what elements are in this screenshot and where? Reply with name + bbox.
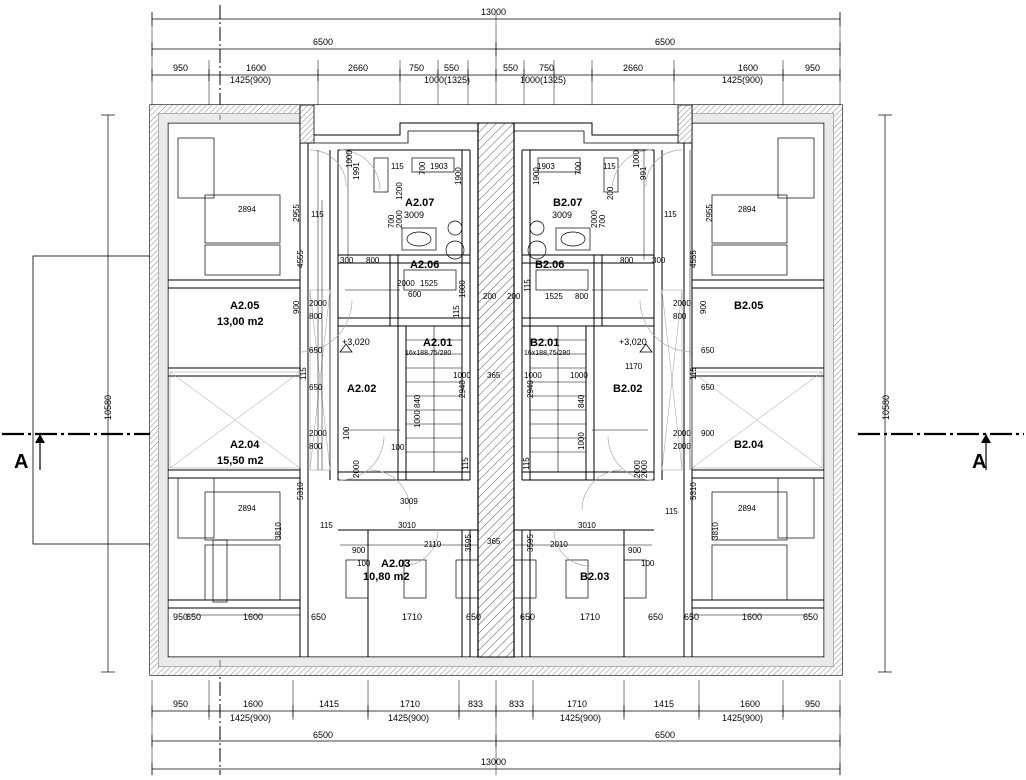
dim-1170-ml: 1170 bbox=[625, 362, 643, 371]
dim-1900-tr: 1900 bbox=[532, 167, 541, 185]
dim-bot-1425-2: 1425(900) bbox=[388, 713, 430, 723]
dim-inner-1600-2: 1600 bbox=[742, 612, 763, 622]
dim-200-tr: 200 bbox=[606, 186, 615, 200]
dim-991-tr: 991 bbox=[639, 166, 648, 180]
room-area-a204: 15,50 m2 bbox=[217, 455, 264, 467]
section-mark-left: A bbox=[14, 451, 29, 473]
dim-2894-tl: 2894 bbox=[238, 205, 256, 214]
dim-top-1000-right: 1000(1325) bbox=[520, 75, 567, 85]
dim-800-br2: 2000 bbox=[633, 460, 642, 478]
dim-bottom-half-right: 6500 bbox=[655, 730, 676, 740]
dim-top-750-right: 750 bbox=[539, 63, 555, 73]
dim-900-br2: 900 bbox=[628, 546, 642, 555]
dim-bot-950-r: 950 bbox=[805, 699, 821, 709]
stair-spec-a201: 16x188,75/280 bbox=[405, 350, 452, 357]
dim-bottom-950-left: 950 bbox=[173, 612, 189, 622]
stair-spec-b201: 16x188,75/280 bbox=[524, 350, 571, 357]
dim-2000-tl: 2000 bbox=[395, 210, 404, 228]
dim-800-tr: 800 bbox=[620, 256, 634, 265]
dim-inner-650-3: 650 bbox=[466, 612, 482, 622]
dim-115-br: 115 bbox=[522, 457, 531, 470]
dim-115-mr2: 115 bbox=[689, 367, 698, 380]
dim-bot-950-l: 950 bbox=[173, 699, 189, 709]
room-label-a207: A2.07 bbox=[405, 197, 435, 209]
dim-3010-br: 3010 bbox=[578, 521, 596, 530]
dim-1000-ml3: 1000 bbox=[413, 410, 422, 428]
dim-3010-bl: 3010 bbox=[398, 521, 416, 530]
dim-bot-833-r: 833 bbox=[509, 699, 525, 709]
dim-800-bl: 800 bbox=[309, 442, 323, 451]
dim-top-half-right: 6500 bbox=[655, 37, 676, 47]
dim-bot-1600-l: 1600 bbox=[243, 699, 264, 709]
dim-1525-mr: 1525 bbox=[545, 292, 563, 301]
dim-top-1000-left: 1000(1325) bbox=[424, 75, 471, 85]
dim-top-750-left: 750 bbox=[409, 63, 425, 73]
dim-200-mr: 200 bbox=[507, 292, 521, 301]
dim-1903-tl: 1903 bbox=[430, 162, 448, 171]
dim-2000-ml: 2000 bbox=[309, 299, 327, 308]
dim-top-2660-right: 2660 bbox=[623, 63, 644, 73]
dim-5310-br: 5310 bbox=[689, 482, 698, 500]
dim-4555-tr: 4555 bbox=[689, 250, 698, 268]
dim-2894-tr: 2894 bbox=[738, 205, 756, 214]
dim-800-mr: 800 bbox=[575, 292, 589, 301]
dim-2000-tl2: 2000 bbox=[397, 279, 415, 288]
dim-840-mr2: 1000 bbox=[570, 371, 588, 380]
dim-115-br2: 115 bbox=[665, 507, 678, 516]
dim-700-tr2: 700 bbox=[598, 214, 607, 228]
dim-top-550-left: 550 bbox=[444, 63, 460, 73]
dim-inner-650-4: 650 bbox=[520, 612, 536, 622]
dim-1000-mr: 1000 bbox=[577, 432, 586, 450]
dim-inner-650-2: 650 bbox=[311, 612, 327, 622]
dim-3810-br: 3810 bbox=[711, 522, 720, 540]
level-marker-left: +3,020 bbox=[342, 337, 370, 347]
dim-bot-1415-l: 1415 bbox=[319, 699, 340, 709]
level-marker-right: +3,020 bbox=[619, 337, 647, 347]
dim-bot-1600-r: 1600 bbox=[740, 699, 761, 709]
dim-inner-1710-2: 1710 bbox=[580, 612, 601, 622]
dim-800-ml: 800 bbox=[309, 312, 323, 321]
room-label-a203: A2.03 bbox=[381, 558, 411, 570]
dim-115-ml: 115 bbox=[452, 305, 461, 318]
dim-900-mr: 900 bbox=[699, 300, 708, 314]
dim-bot-1710-l: 1710 bbox=[400, 699, 421, 709]
dim-650-mr2: 650 bbox=[701, 383, 715, 392]
dim-2000-tr: 2000 bbox=[590, 210, 599, 228]
dim-300-tr: 300 bbox=[652, 256, 666, 265]
room-label-b205: B2.05 bbox=[734, 300, 764, 312]
room-dim-b207: 3009 bbox=[552, 210, 573, 220]
room-label-b202: B2.02 bbox=[613, 383, 643, 395]
dim-2000-mr: 2000 bbox=[673, 299, 691, 308]
dim-inner-650-1: 650 bbox=[186, 612, 202, 622]
dim-2940-ml: 2940 bbox=[458, 380, 467, 398]
dim-2000-br: 2000 bbox=[673, 429, 691, 438]
dim-top-950-left: 950 bbox=[173, 63, 189, 73]
dim-115-tl2: 115 bbox=[391, 162, 404, 171]
dim-650-ml2: 650 bbox=[309, 383, 323, 392]
dim-800-tl: 800 bbox=[366, 256, 380, 265]
dim-700-tl: 700 bbox=[418, 161, 427, 175]
dim-1000-tl2: 1000 bbox=[458, 280, 467, 298]
dim-2010-br: 2010 bbox=[550, 540, 568, 549]
dim-100-bl3: 100 bbox=[357, 559, 371, 568]
dim-650-mr: 650 bbox=[701, 346, 715, 355]
dim-900-ml: 900 bbox=[292, 300, 301, 314]
dim-2940-mr: 2940 bbox=[526, 380, 535, 398]
room-label-b201: B2.01 bbox=[530, 337, 560, 349]
dim-115-ml2: 115 bbox=[299, 367, 308, 380]
dim-bot-1425-4: 1425(900) bbox=[722, 713, 764, 723]
dim-115-mr: 115 bbox=[523, 279, 532, 292]
dim-top-half-left: 6500 bbox=[313, 37, 334, 47]
dim-2000-bl2: 2000 bbox=[352, 460, 361, 478]
section-mark-right: A bbox=[972, 451, 987, 473]
dim-100-br: 100 bbox=[641, 559, 655, 568]
dim-2955-tr: 2955 bbox=[705, 204, 714, 222]
dim-100-bl: 100 bbox=[342, 426, 351, 440]
dim-115-tr: 115 bbox=[664, 210, 677, 219]
dim-1200-tl: 1200 bbox=[395, 182, 404, 200]
dim-600-tl: 600 bbox=[408, 290, 422, 299]
dim-inner-1600-1: 1600 bbox=[243, 612, 264, 622]
dim-840-mr: 840 bbox=[577, 394, 586, 408]
dim-top-1425-right: 1425(900) bbox=[722, 75, 764, 85]
dim-4555-tl: 4555 bbox=[296, 250, 305, 268]
dim-1000-tr: 1000 bbox=[632, 150, 641, 168]
dim-5310-bl: 5310 bbox=[296, 482, 305, 500]
dim-2110-bl: 2110 bbox=[424, 540, 442, 549]
dim-bot-1425-1: 1425(900) bbox=[230, 713, 272, 723]
room-label-a206: A2.06 bbox=[410, 259, 440, 271]
room-label-a204: A2.04 bbox=[230, 439, 260, 451]
dim-650-ml: 650 bbox=[309, 346, 323, 355]
dim-1525-tl: 1525 bbox=[420, 279, 438, 288]
dim-top-1600-left: 1600 bbox=[246, 63, 267, 73]
dim-2894-bl: 2894 bbox=[238, 504, 256, 513]
dim-1000-ml2: 1000 bbox=[524, 371, 542, 380]
dim-1903-tr: 1903 bbox=[537, 162, 555, 171]
dim-top-2660-left: 2660 bbox=[348, 63, 369, 73]
dim-inner-650-5: 650 bbox=[648, 612, 664, 622]
room-label-b207: B2.07 bbox=[553, 197, 583, 209]
dim-100-bl2: 100 bbox=[391, 443, 405, 452]
dim-inner-650-7: 650 bbox=[803, 612, 819, 622]
room-area-a205: 13,00 m2 bbox=[217, 316, 264, 328]
dim-115-tr2: 115 bbox=[603, 162, 616, 171]
dim-bot-1425-3: 1425(900) bbox=[560, 713, 602, 723]
room-label-a205: A2.05 bbox=[230, 300, 260, 312]
dim-top-1425-left: 1425(900) bbox=[230, 75, 272, 85]
dim-bot-833-l: 833 bbox=[468, 699, 484, 709]
dim-800-br: 2000 bbox=[673, 442, 691, 451]
dim-2955-tl: 2955 bbox=[292, 204, 301, 222]
dim-top-1600-right: 1600 bbox=[738, 63, 759, 73]
dim-bottom-total: 13000 bbox=[481, 757, 507, 767]
dim-1991-tl: 1991 bbox=[352, 162, 361, 180]
dim-2000-bl: 2000 bbox=[309, 429, 327, 438]
dim-right-vertical: 10580 bbox=[881, 394, 891, 420]
dim-bottom-half-left: 6500 bbox=[313, 730, 334, 740]
dim-365-bl: 365 bbox=[487, 537, 501, 546]
dim-115-bl: 115 bbox=[461, 457, 470, 470]
dim-300-tl: 300 bbox=[340, 256, 354, 265]
dim-200-ml: 200 bbox=[483, 292, 497, 301]
dim-900-br: 900 bbox=[701, 429, 715, 438]
dim-bot-1710-r: 1710 bbox=[567, 699, 588, 709]
dim-1000-ml: 1000 bbox=[453, 371, 471, 380]
dim-2000-br2: 2000 bbox=[640, 460, 649, 478]
dim-3009-bl: 3009 bbox=[400, 497, 418, 506]
dim-800-mr2: 800 bbox=[673, 312, 687, 321]
dim-1000-tl: 1000 bbox=[345, 150, 354, 168]
dim-700-tr: 700 bbox=[574, 161, 583, 175]
dim-inner-1710-1: 1710 bbox=[402, 612, 423, 622]
dim-3595-br: 3595 bbox=[526, 534, 535, 552]
dim-top-950-right: 950 bbox=[805, 63, 821, 73]
dim-1900-tl: 1900 bbox=[454, 167, 463, 185]
dim-115-bl2: 115 bbox=[320, 521, 333, 530]
dim-top-550-right: 550 bbox=[503, 63, 519, 73]
dim-2894-br: 2894 bbox=[738, 504, 756, 513]
dim-700-tl2: 700 bbox=[387, 214, 396, 228]
room-label-b206: B2.06 bbox=[535, 259, 565, 271]
dim-900-bl: 900 bbox=[352, 546, 366, 555]
dim-3810-bl: 3810 bbox=[274, 522, 283, 540]
dim-115-tl: 115 bbox=[311, 210, 324, 219]
room-label-b203: B2.03 bbox=[580, 571, 610, 583]
room-dim-a207: 3009 bbox=[404, 210, 425, 220]
room-area-a203: 10,80 m2 bbox=[363, 571, 410, 583]
dim-top-total: 13000 bbox=[481, 7, 507, 17]
room-label-a202: A2.02 bbox=[347, 383, 377, 395]
room-label-b204: B2.04 bbox=[734, 439, 764, 451]
room-label-a201: A2.01 bbox=[423, 337, 453, 349]
dim-3595-bl: 3595 bbox=[464, 534, 473, 552]
dim-bot-1415-r: 1415 bbox=[654, 699, 675, 709]
dim-inner-650-6: 650 bbox=[684, 612, 700, 622]
dim-840-ml: 840 bbox=[413, 394, 422, 408]
dim-left-vertical: 10580 bbox=[103, 394, 113, 420]
dim-365-ml: 365 bbox=[487, 371, 501, 380]
